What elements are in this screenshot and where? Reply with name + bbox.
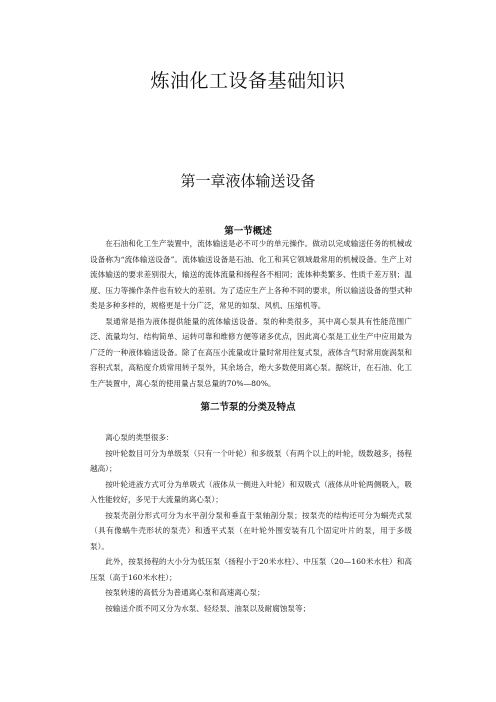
document-title: 炼油化工设备基础知识 bbox=[150, 70, 346, 92]
section-heading-overview: 第一节概述 bbox=[224, 226, 272, 237]
section-body-overview bbox=[90, 236, 412, 391]
paragraph: 按叶轮进液方式可分为单吸式（液体从一侧进入叶轮）和双吸式（液体从叶轮两侧吸入，吸入性能较好，多见于大流量的离心泵）； bbox=[90, 479, 412, 504]
paragraph: 泵通常是指为液体提供能量的流体输送设备。泵的种类很多，其中离心泵具有性能范围广泛、流量均匀、结构简单、运转可靠和维修方便等诸多优点，因此离心泵是工业生产中应用最为广泛的一种液体输送设备。除了在高压小流量或计量时常用往复式泵，液体含气时常用旋涡泵和容积式泵，高粘度介质常用转子泵外，其余场合，绝大多数使用离心泵。据统计，在石油、化工生产装置中，离心泵的使用量占泵总量的70%—80%。 bbox=[90, 316, 412, 388]
paragraph: 此外，按泵扬程的大小分为低压泵（扬程小于20米水柱）、中压泵（20—160米水柱）和高压泵（高于160米水柱）； bbox=[90, 557, 412, 582]
paragraph: 按输送介质不同又分为水泵、轻烃泵、油泵以及耐腐蚀泵等； bbox=[105, 603, 311, 613]
chapter-title: 第一章液体输送设备 bbox=[180, 172, 316, 190]
paragraph: 按泵转速的高低分为普通离心泵和高速离心泵； bbox=[105, 588, 265, 597]
section-heading-classification: 第二节泵的分类及特点 bbox=[200, 402, 296, 413]
section-body-classification bbox=[90, 430, 412, 616]
paragraph: 在石油和化工生产装置中，流体输送是必不可少的单元操作。做动以完成输送任务的机械或设备称为“流体输送设备”。流体输送设备是石油、化工和其它领域最常用的机械设备。生产上对流体输送的要求差别很大，输送的流体流量和扬程各不相同；流体种类繁多、性质千差万别；温度、压力等操作条件也有较大的差别。为了适应生产上各种不同的要求，所以输送设备的型式种类是多种多样的，规格更是十分广泛，常见的如泵、风机、压缩机等。 bbox=[90, 239, 412, 310]
paragraph: 按叶轮数目可分为单级泵（只有一个叶轮）和多级泵（有两个以上的叶轮，级数越多，扬程越高）； bbox=[90, 448, 412, 473]
paragraph: 离心泵的类型很多： bbox=[105, 433, 174, 442]
paragraph: 按泵壳剖分形式可分为水平剖分泵和垂直于泵轴剖分泵；按泵壳的结构还可分为蜗壳式泵（具有像蜗牛壳形状的泵壳）和透平式泵（在叶轮外围安装有几个固定叶片的泵，用于多级泵）。 bbox=[90, 510, 412, 551]
